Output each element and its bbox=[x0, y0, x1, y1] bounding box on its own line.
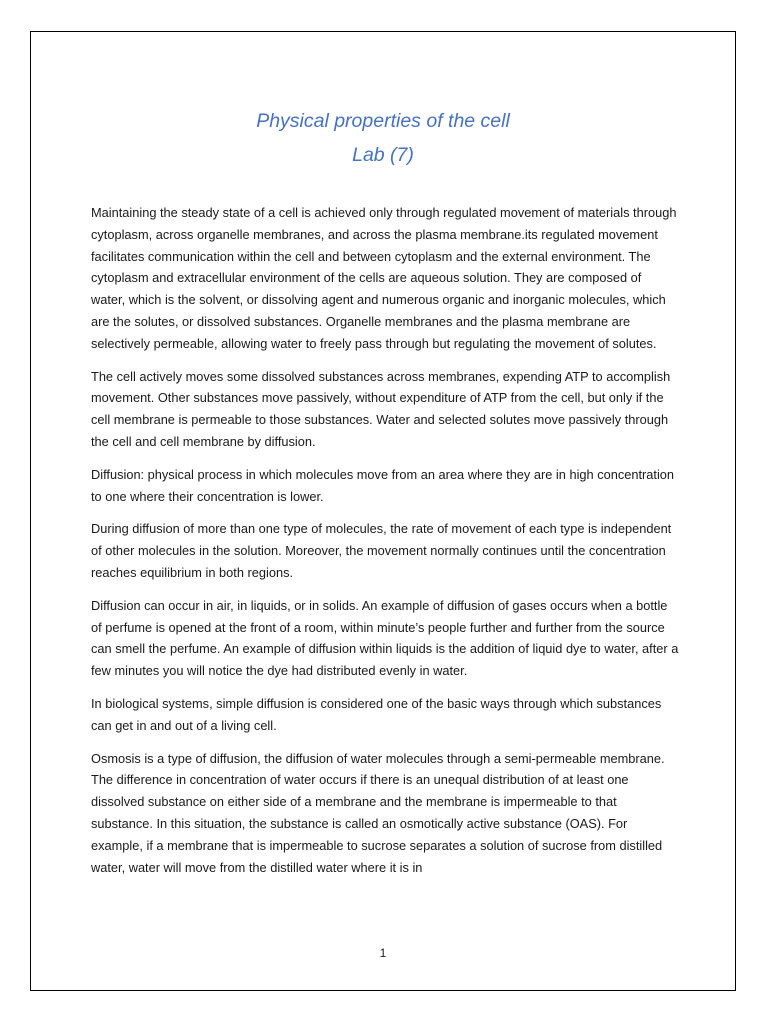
paragraph: During diffusion of more than one type of molecules, the rate of movement of each type is independent of other molecules in the solution. Moreover, the movement normally continues until the concentration reaches equilibrium in both regions. bbox=[91, 521, 672, 580]
paragraph: Diffusion: physical process in which molecules move from an area where they are in high concentration to one where their concentration is lower. bbox=[91, 466, 675, 504]
body-text bbox=[91, 202, 679, 889]
paragraph: Maintaining the steady state of a cell is achieved only through regulated movement of materials through cytoplasm, across organelle membranes, and across the plasma membrane.its regulated movement facilitates communication within the cell and between cytoplasm and the external environment. The cytoplasm and extracellular environment of the cells are aqueous solution. They are composed of water, which is the solvent, or dissolving agent and numerous organic and inorganic molecules, which are the solutes, or dissolved substances. Organelle membranes and the plasma membrane are selectively permeable, allowing water to freely pass through but regulating the movement of solutes. bbox=[91, 205, 677, 351]
paragraph: In biological systems, simple diffusion is considered one of the basic ways through which substances can get in and out of a living cell. bbox=[91, 695, 662, 733]
paragraph: Osmosis is a type of diffusion, the diffusion of water molecules through a semi-permeable membrane. The difference in concentration of water occurs if there is an unequal distribution of at least one dissolved substance on either side of a membrane and the membrane is impermeable to that substance. In this situation, the substance is called an osmotically active substance (OAS). For example, if a membrane that is impermeable to sucrose separates a solution of sucrose from distilled water, water will move from the distilled water where it is in bbox=[91, 750, 665, 875]
lab-number: Lab (7) bbox=[352, 144, 414, 166]
page-number: 1 bbox=[379, 946, 387, 960]
document-title: Physical properties of the cell bbox=[256, 110, 510, 132]
document-page bbox=[30, 31, 736, 991]
paragraph: The cell actively moves some dissolved substances across membranes, expending ATP to accomplish movement. Other substances move passively, without expenditure of ATP from the cell, but only if the cell membrane is permeable to those substances. Water and selected solutes move passively through the cell and cell membrane by diffusion. bbox=[91, 368, 671, 449]
title-block bbox=[31, 104, 735, 172]
paragraph: Diffusion can occur in air, in liquids, or in solids. An example of diffusion of gases occurs when a bottle of perfume is opened at the front of a room, within minute’s people further and further from the source can smell the perfume. An example of diffusion within liquids is the addition of liquid dye to water, after a few minutes you will notice the dye had distributed evenly in water. bbox=[91, 597, 679, 679]
